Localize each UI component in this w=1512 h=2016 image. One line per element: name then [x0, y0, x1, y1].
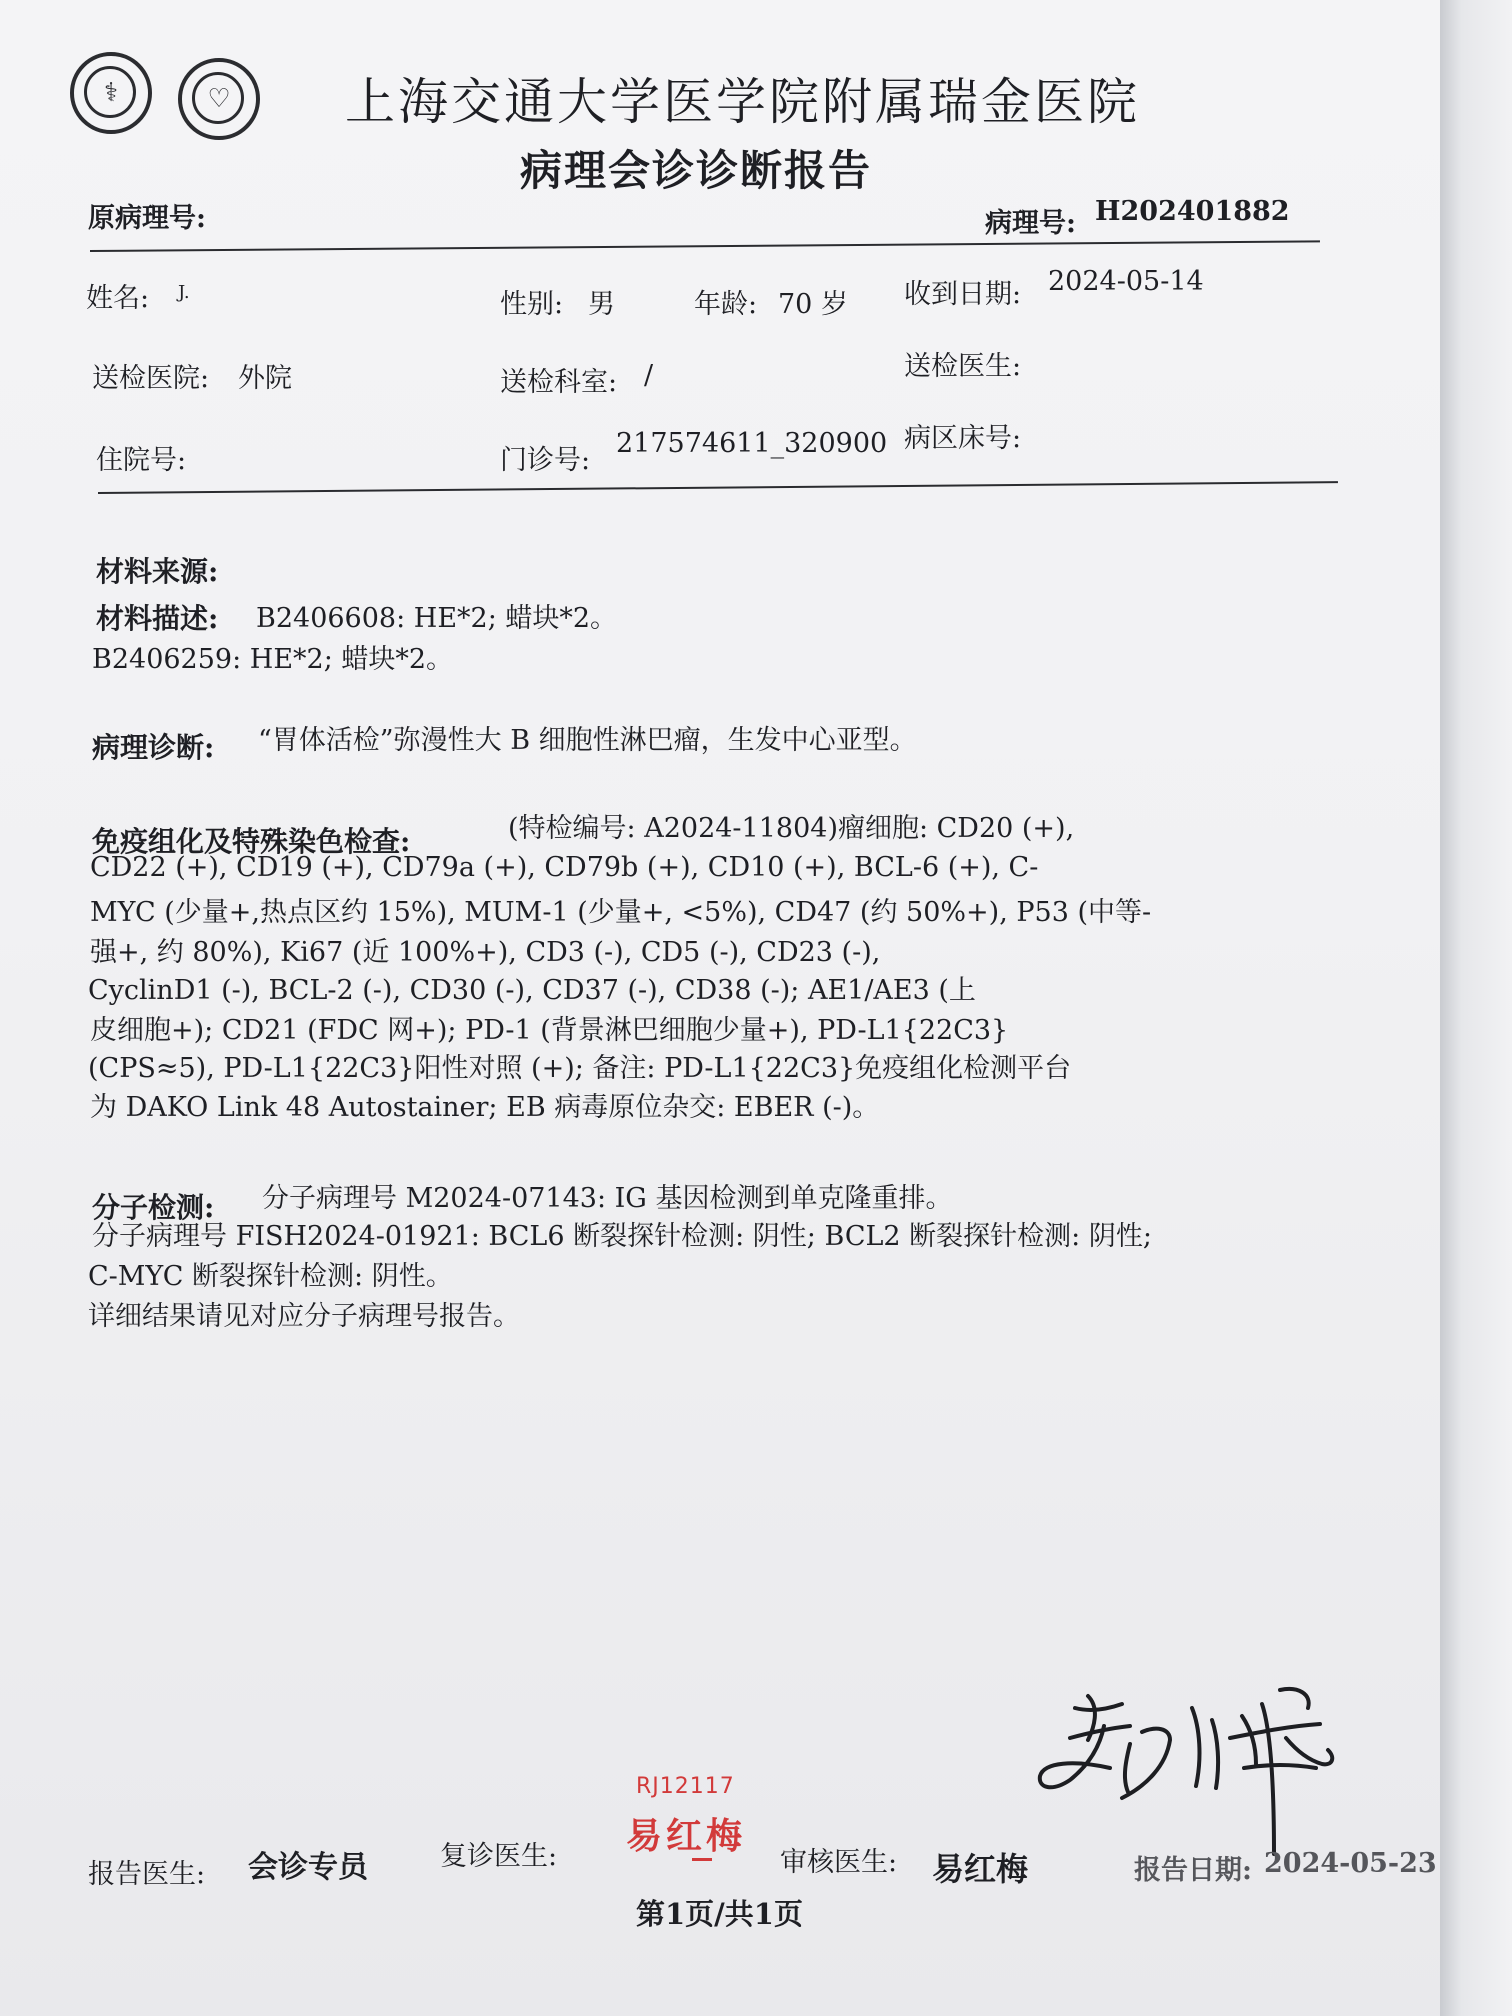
- audit-doctor-label: 审核医生:: [780, 1847, 898, 1878]
- report-doctor-label: 报告医生:: [88, 1859, 206, 1890]
- ward-bed-label: 病区床号:: [904, 423, 1022, 454]
- pathology-no-label: 病理号:: [985, 208, 1076, 239]
- material-desc-label: 材料描述:: [96, 602, 219, 635]
- ihc-line: 皮细胞+); CD21 (FDC 网+); PD-1 (背景淋巴细胞少量+), PD-L1{22C3}: [90, 1015, 1009, 1046]
- page-indicator: 第1页/共1页: [636, 1897, 803, 1931]
- hospital-emblem-left: [70, 52, 152, 134]
- molecular-label: 分子检测:: [92, 1191, 215, 1224]
- emblem-figure-icon: ⚕: [103, 78, 119, 108]
- sending-doctor-label: 送检医生:: [904, 351, 1022, 382]
- molecular-line: 分子病理号 M2024-07143: IG 基因检测到单克隆重排。: [262, 1183, 953, 1214]
- inpatient-no-label: 住院号:: [96, 445, 187, 476]
- age-value: 70 岁: [778, 289, 848, 320]
- sex-label: 性别:: [500, 289, 564, 320]
- name-value: J.: [178, 282, 190, 303]
- stamp-code: RJ12117: [636, 1774, 735, 1799]
- hospital-name: 上海交通大学医学院附属瑞金医院: [345, 73, 1140, 131]
- sex-value: 男: [588, 289, 615, 320]
- paper-edge: [1440, 0, 1512, 2016]
- pathology-no-value: H202401882: [1095, 196, 1290, 227]
- heart-icon: ♡: [207, 84, 231, 114]
- sending-dept-label: 送检科室:: [500, 367, 618, 398]
- audit-doctor-value: 易红梅: [932, 1850, 1029, 1888]
- handwritten-signature: [1030, 1668, 1350, 1858]
- molecular-line: 分子病理号 FISH2024-01921: BCL6 断裂探针检测: 阴性; BCL2 断裂探针检测: 阴性;: [92, 1221, 1152, 1252]
- molecular-line: C-MYC 断裂探针检测: 阴性。: [88, 1261, 453, 1292]
- outpatient-no-label: 门诊号:: [500, 445, 591, 476]
- sending-hospital-label: 送检医院:: [92, 363, 210, 394]
- original-pathology-label: 原病理号:: [88, 203, 206, 234]
- ihc-label: 免疫组化及特殊染色检查:: [92, 825, 411, 858]
- outpatient-no-value: 217574611_320900: [616, 428, 888, 459]
- hospital-emblem-right: [178, 58, 260, 140]
- age-label: 年龄:: [694, 289, 758, 320]
- review-doctor-label: 复诊医生:: [440, 1841, 558, 1872]
- material-source-label: 材料来源:: [96, 555, 219, 588]
- ihc-line: 强+, 约 80%), Ki67 (近 100%+), CD3 (-), CD5 (-), CD23 (-),: [90, 937, 881, 968]
- diagnosis-label: 病理诊断:: [92, 731, 215, 764]
- name-label: 姓名:: [86, 283, 150, 314]
- received-date-value: 2024-05-14: [1048, 266, 1204, 297]
- report-date-value: 2024-05-23: [1264, 1848, 1437, 1879]
- ihc-line: CyclinD1 (-), BCL-2 (-), CD30 (-), CD37 (-), CD38 (-); AE1/AE3 (上: [88, 975, 976, 1006]
- report-doctor-value: 会诊专员: [248, 1850, 368, 1885]
- received-date-label: 收到日期:: [904, 279, 1022, 310]
- ihc-line: CD22 (+), CD19 (+), CD79a (+), CD79b (+), CD10 (+), BCL-6 (+), C-: [90, 852, 1039, 883]
- ihc-line: (CPS≈5), PD-L1{22C3}阳性对照 (+); 备注: PD-L1{22C3}免疫组化检测平台: [88, 1053, 1072, 1084]
- stamp-underline: [692, 1858, 712, 1861]
- sending-dept-value: /: [644, 360, 654, 391]
- material-desc-line1: B2406608: HE*2; 蜡块*2。: [256, 603, 618, 634]
- stamp-name: 易红梅: [626, 1816, 747, 1857]
- report-date-label: 报告日期:: [1134, 1855, 1252, 1886]
- report-title: 病理会诊诊断报告: [520, 146, 873, 195]
- ihc-line: MYC (少量+,热点区约 15%), MUM-1 (少量+, <5%), CD47 (约 50%+), P53 (中等-: [90, 897, 1152, 928]
- ihc-line: 为 DAKO Link 48 Autostainer; EB 病毒原位杂交: EBER (-)。: [90, 1092, 880, 1123]
- diagnosis-text: “胃体活检”弥漫性大 B 细胞性淋巴瘤，生发中心亚型。: [258, 725, 917, 756]
- sending-hospital-value: 外院: [238, 363, 292, 394]
- molecular-line: 详细结果请见对应分子病理号报告。: [88, 1301, 520, 1332]
- material-desc-line2: B2406259: HE*2; 蜡块*2。: [92, 644, 454, 675]
- ihc-line: (特检编号: A2024-11804)瘤细胞: CD20 (+),: [508, 813, 1075, 844]
